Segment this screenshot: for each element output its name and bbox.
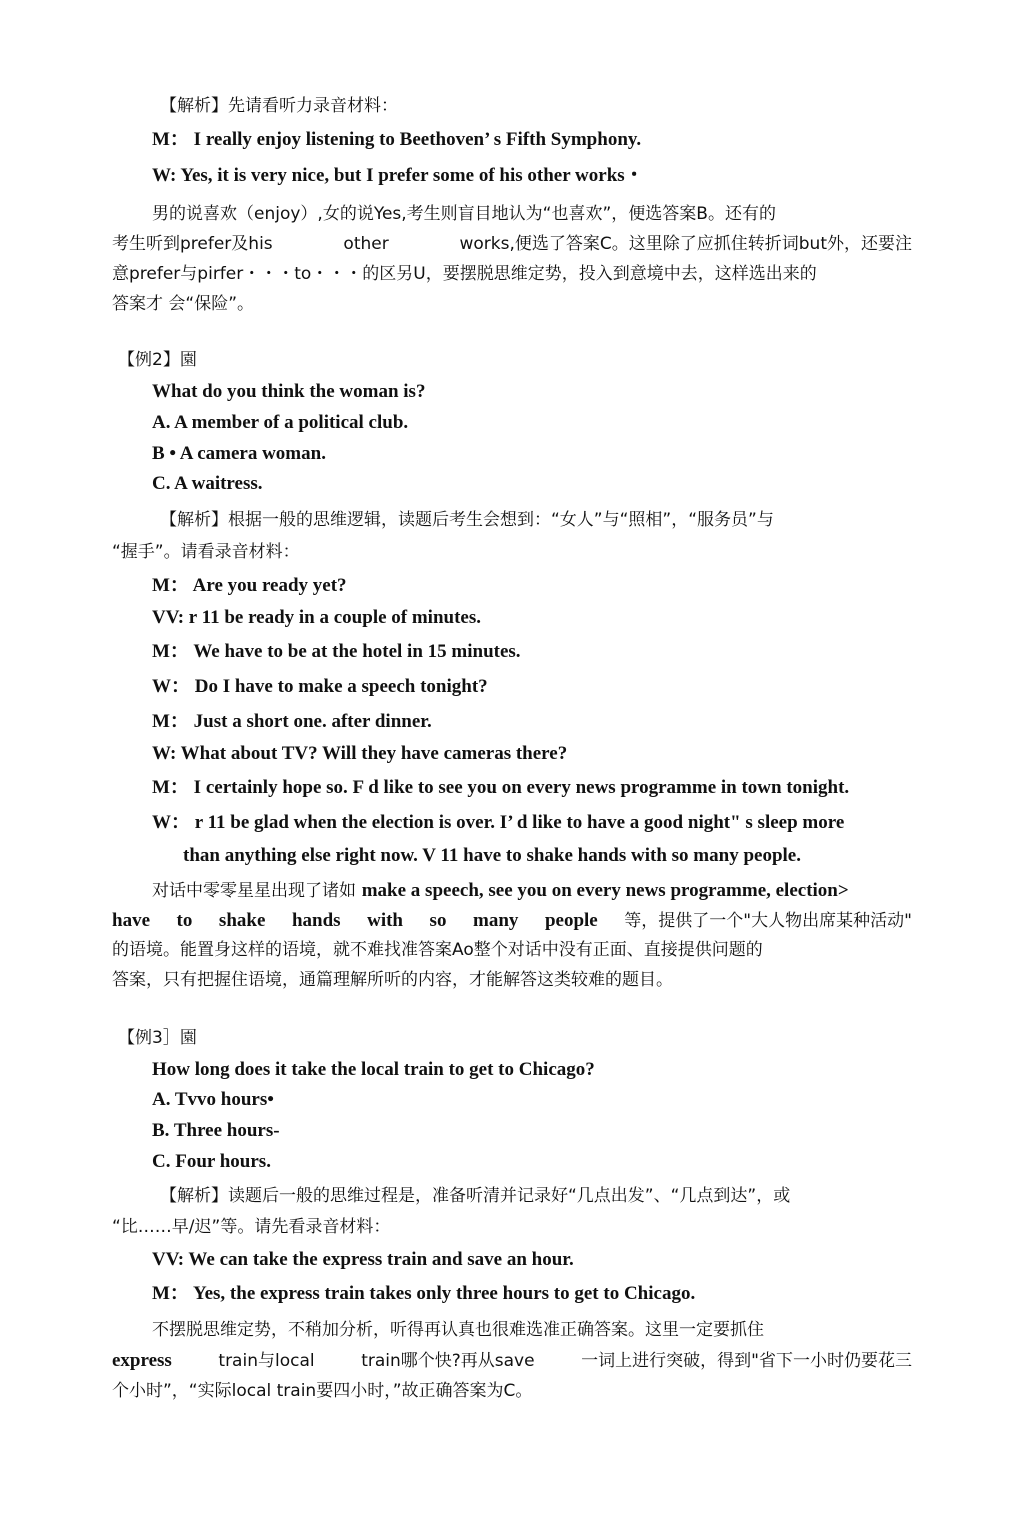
- ex2-paragraph-line: 答案，只有把握住语境，通篇理解所听的内容，才能解答这类较难的题目。: [112, 970, 673, 990]
- ex3-paragraph-line: [112, 1349, 912, 1373]
- text-run: train与local: [218, 1351, 315, 1371]
- ex1-paragraph-line: [112, 232, 912, 256]
- ex2-option-a: A. A member of a political club.: [152, 412, 409, 433]
- ex2-paragraph-line: 的语境。能置身这样的语境，就不难找准答案Ao整个对话中没有正面、直接提供问题的: [112, 940, 763, 960]
- ex3-analysis-line: “比……早/迟”等。请先看录音材料：: [112, 1217, 391, 1237]
- text-run: 对话中零零星星出现了诸如: [152, 881, 356, 901]
- ex2-option-c: C. A waitress.: [152, 473, 263, 494]
- text-run: with: [367, 910, 403, 931]
- text-run: train哪个快?再从save: [361, 1351, 535, 1371]
- text-run: make a speech, see you on every news programme, election>: [361, 880, 849, 901]
- ex2-label: 【例2】園: [118, 350, 197, 370]
- ex3-question: How long does it take the local train to get to Chicago?: [152, 1059, 595, 1080]
- text-run: 考生听到prefer及his: [112, 234, 273, 254]
- ex2-paragraph-line: [152, 879, 849, 903]
- ex1-paragraph-line: 答案才 会“保险”。: [112, 294, 255, 314]
- text-run: have: [112, 910, 150, 931]
- text-run: people: [544, 910, 598, 931]
- ex3-dialogue-line: M： Yes, the express train takes only three hours to get to Chicago.: [152, 1283, 696, 1304]
- ex2-dialogue-line: M： We have to be at the hotel in 15 minutes.: [152, 641, 521, 662]
- ex1-paragraph-line: 男的说喜欢（enjoy）,女的说Yes,考生则盲目地认为“也喜欢”，便选答案B。还有的: [152, 204, 776, 224]
- ex1-analysis-heading: 【解析】先请看听力录音材料：: [160, 96, 398, 116]
- ex3-paragraph-line: 个小时”，“实际local train要四小时，”故正确答案为C。: [112, 1381, 533, 1401]
- text-run: hands: [291, 910, 341, 931]
- ex2-question: What do you think the woman is?: [152, 381, 426, 402]
- ex2-dialogue-line: VV: r 11 be ready in a couple of minutes.: [152, 607, 482, 628]
- ex2-dialogue-line: W： r 11 be glad when the election is over. I’ d like to have a good night" s sleep more: [152, 812, 845, 833]
- text-run: works,便选了答案C。这里除了应抓住转折词but外，还要注: [459, 234, 912, 254]
- ex2-dialogue-line: M： Just a short one. after dinner.: [152, 711, 432, 732]
- ex1-paragraph-line: 意prefer与pirfer・・・to・・・的区另U，要摆脱思维定势，投入到意境中去，这样选出来的: [112, 264, 817, 284]
- ex2-analysis-line: 【解析】根据一般的思维逻辑，读题后考生会想到：“女人”与“照相”，“服务员”与: [160, 510, 774, 530]
- ex2-paragraph-line: [112, 909, 912, 933]
- ex3-paragraph-line: 不摆脱思维定势，不稍加分析，听得再认真也很难选准正确答案。这里一定要抓住: [152, 1320, 764, 1340]
- text-run: 一词上进行突破，得到"省下一小时仍要花三: [581, 1351, 912, 1371]
- ex2-dialogue-line: than anything else right now. V 11 have to shake hands with so many people.: [183, 845, 801, 866]
- text-run: many: [473, 910, 519, 931]
- ex3-option-a: A. Tvvo hours•: [152, 1089, 274, 1110]
- ex3-analysis-line: 【解析】读题后一般的思维过程是，准备听清并记录好“几点出发”、“几点到达”，或: [160, 1186, 791, 1206]
- text-run: so: [429, 910, 447, 931]
- ex3-option-b: B. Three hours-: [152, 1120, 280, 1141]
- ex2-analysis-line: “握手”。请看录音材料：: [112, 542, 300, 562]
- ex2-dialogue-line: M： I certainly hope so. F d like to see you on every news programme in town tonight.: [152, 777, 850, 798]
- ex1-dialogue-line: M： I really enjoy listening to Beethoven’ s Fifth Symphony.: [152, 129, 642, 150]
- ex1-dialogue-line: W: Yes, it is very nice, but I prefer some of his other works・: [152, 165, 644, 186]
- text-run: express: [112, 1350, 172, 1371]
- ex3-option-c: C. Four hours.: [152, 1151, 271, 1172]
- text-run: to: [176, 910, 193, 931]
- ex2-dialogue-line: W: What about TV? Will they have cameras there?: [152, 743, 568, 764]
- text-run: other: [343, 234, 389, 254]
- ex2-dialogue-line: W： Do I have to make a speech tonight?: [152, 676, 488, 697]
- ex2-dialogue-line: M： Are you ready yet?: [152, 575, 347, 596]
- text-run: 等，提供了一个"大人物出席某种活动": [624, 911, 912, 931]
- ex3-dialogue-line: VV: We can take the express train and save an hour.: [152, 1249, 574, 1270]
- text-run: shake: [218, 910, 266, 931]
- ex3-label: 【例3］園: [118, 1028, 197, 1048]
- ex2-option-b: B • A camera woman.: [152, 443, 326, 464]
